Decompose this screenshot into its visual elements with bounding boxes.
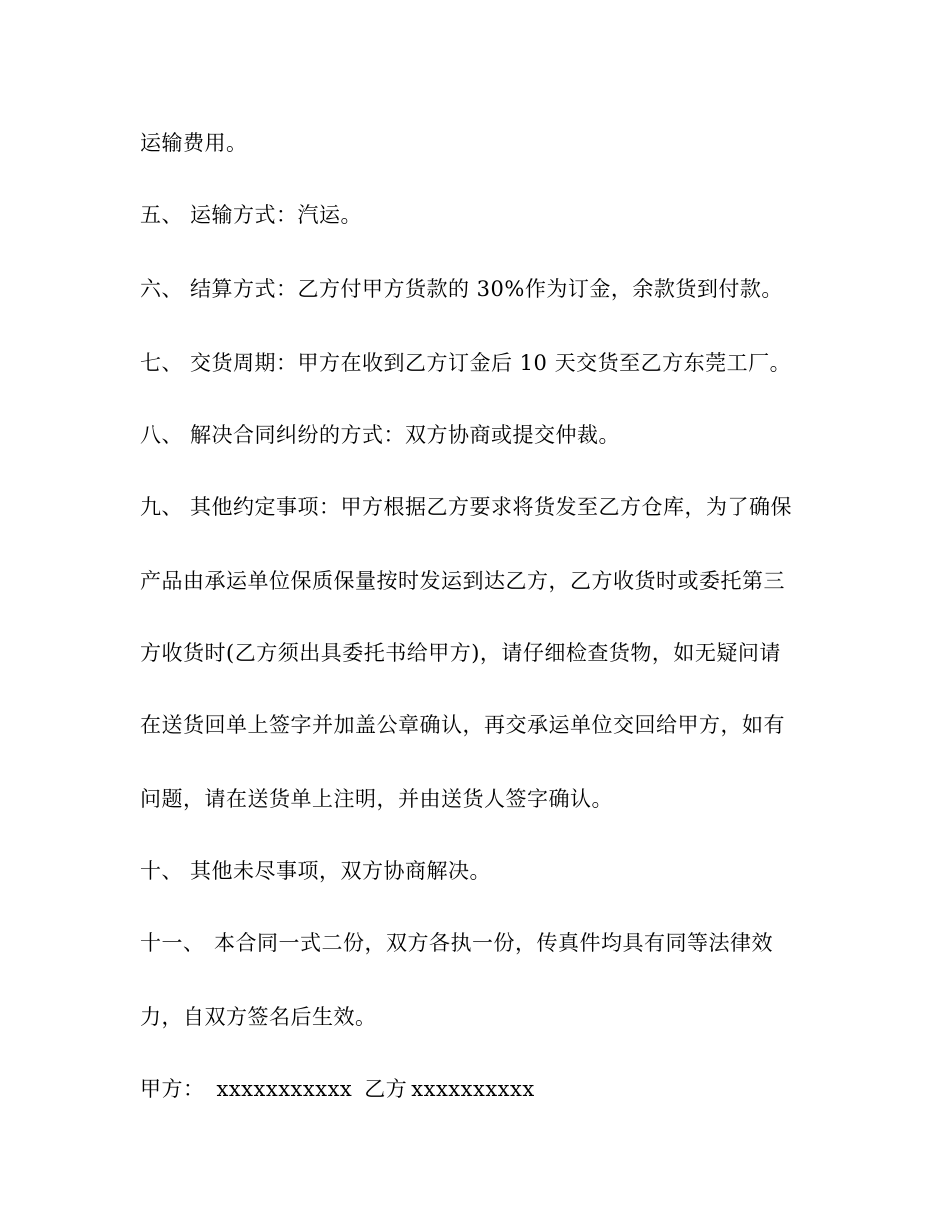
clause-10 xyxy=(140,858,491,884)
clause-number: 八、 xyxy=(140,423,183,447)
clause-number: 五、 xyxy=(140,203,183,227)
signature-line xyxy=(140,1076,535,1102)
party-b-label: 乙方 xyxy=(364,1077,408,1101)
line-text: 力，自双方签名后生效。 xyxy=(140,1005,377,1029)
line-text: 运输费用。 xyxy=(140,131,248,155)
clause-7 xyxy=(140,350,791,376)
clause-number: 十、 xyxy=(140,859,183,883)
line-text: 在送货回单上签字并加盖公章确认，再交承运单位交回给甲方，如有 xyxy=(140,713,785,737)
line-text: 问题，请在送货单上注明，并由送货人签字确认。 xyxy=(140,787,613,811)
clause-6 xyxy=(140,276,783,302)
paragraph-line xyxy=(140,1004,377,1030)
paragraph-line xyxy=(140,640,781,666)
clause-number: 六、 xyxy=(140,277,183,301)
clause-9 xyxy=(140,494,792,520)
line-text: 本合同一式二份，双方各执一份，传真件均具有同等法律效 xyxy=(214,931,773,955)
party-a-label: 甲方： xyxy=(140,1077,205,1101)
line-text: 其他未尽事项，双方协商解决。 xyxy=(190,859,491,883)
line-text: 其他约定事项：甲方根据乙方要求将货发至乙方仓库，为了确保 xyxy=(190,495,792,519)
clause-5 xyxy=(140,202,362,228)
line-text: 解决合同纠纷的方式：双方协商或提交仲裁。 xyxy=(190,423,620,447)
clause-number: 七、 xyxy=(140,351,183,375)
clause-number: 十一、 xyxy=(140,931,205,955)
line-text: 产品由承运单位保质保量按时发运到达乙方，乙方收货时或委托第三 xyxy=(140,569,785,593)
clause-number: 九、 xyxy=(140,495,183,519)
paragraph-line xyxy=(140,568,785,594)
paragraph-line xyxy=(140,786,613,812)
line-text: 结算方式：乙方付甲方货款的 30%作为订金，余款货到付款。 xyxy=(190,277,783,301)
clause-11 xyxy=(140,930,773,956)
clause-8 xyxy=(140,422,620,448)
line-text: 交货周期：甲方在收到乙方订金后 10 天交货至乙方东莞工厂。 xyxy=(190,351,792,375)
paragraph-line xyxy=(140,712,785,738)
line-text: 方收货时(乙方须出具委托书给甲方)，请仔细检查货物，如无疑问请 xyxy=(140,641,781,665)
line-text: 运输方式：汽运。 xyxy=(190,203,362,227)
paragraph-line xyxy=(140,130,248,156)
party-a-value: xxxxxxxxxxx xyxy=(216,1077,353,1101)
party-b-value: xxxxxxxxxx xyxy=(411,1077,535,1101)
